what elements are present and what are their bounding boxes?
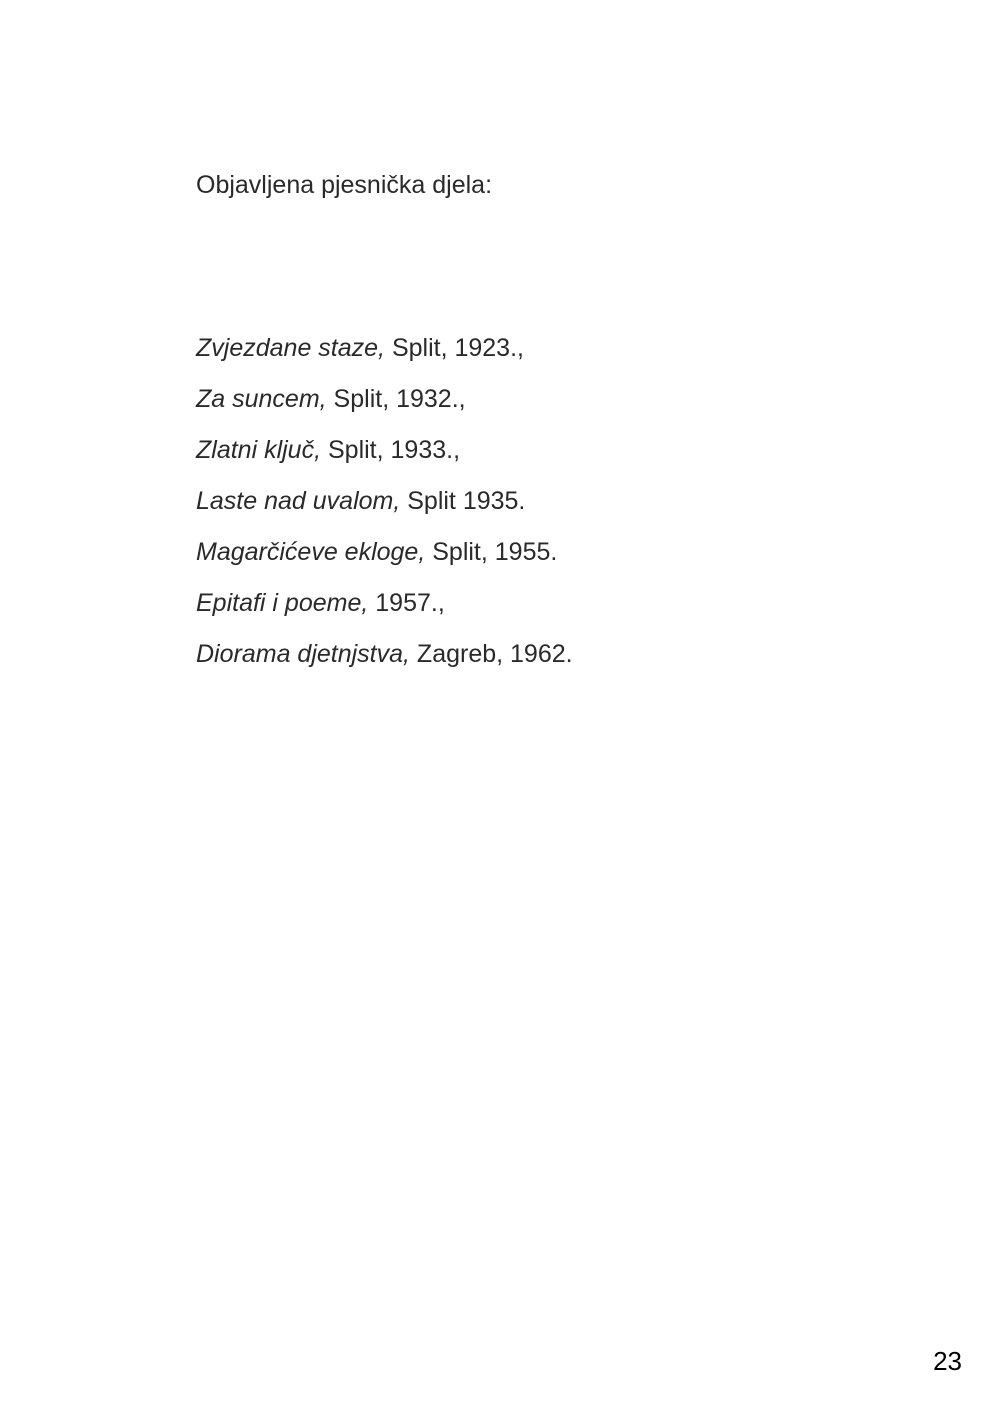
list-item [196,639,573,690]
list-item [196,486,573,537]
work-title: Epitafi i poeme, [196,589,369,617]
page-number: 23 [933,1346,962,1376]
work-title: Zvjezdane staze, [196,334,385,362]
work-details: 1957., [368,589,445,617]
work-title: Za suncem, [196,385,327,413]
work-title: Magarčićeve ekloge, [196,538,426,566]
work-details: Split 1935. [400,487,526,515]
work-details: Split, 1955. [425,538,558,566]
works-list [196,333,573,690]
work-details: Split, 1923., [385,334,524,362]
list-item [196,435,573,486]
work-title: Zlatni ključ, [196,436,322,464]
work-title: Laste nad uvalom, [196,487,401,515]
work-details: Split, 1933., [321,436,461,464]
work-details: Split, 1932., [326,385,466,413]
list-item [196,384,573,435]
list-item [196,588,573,639]
list-item [196,333,573,384]
work-details: Zagreb, 1962. [409,640,573,668]
list-item [196,537,573,588]
work-title: Diorama djetnjstva, [196,640,410,668]
page-heading: Objavljena pjesnička djela: [196,171,493,199]
